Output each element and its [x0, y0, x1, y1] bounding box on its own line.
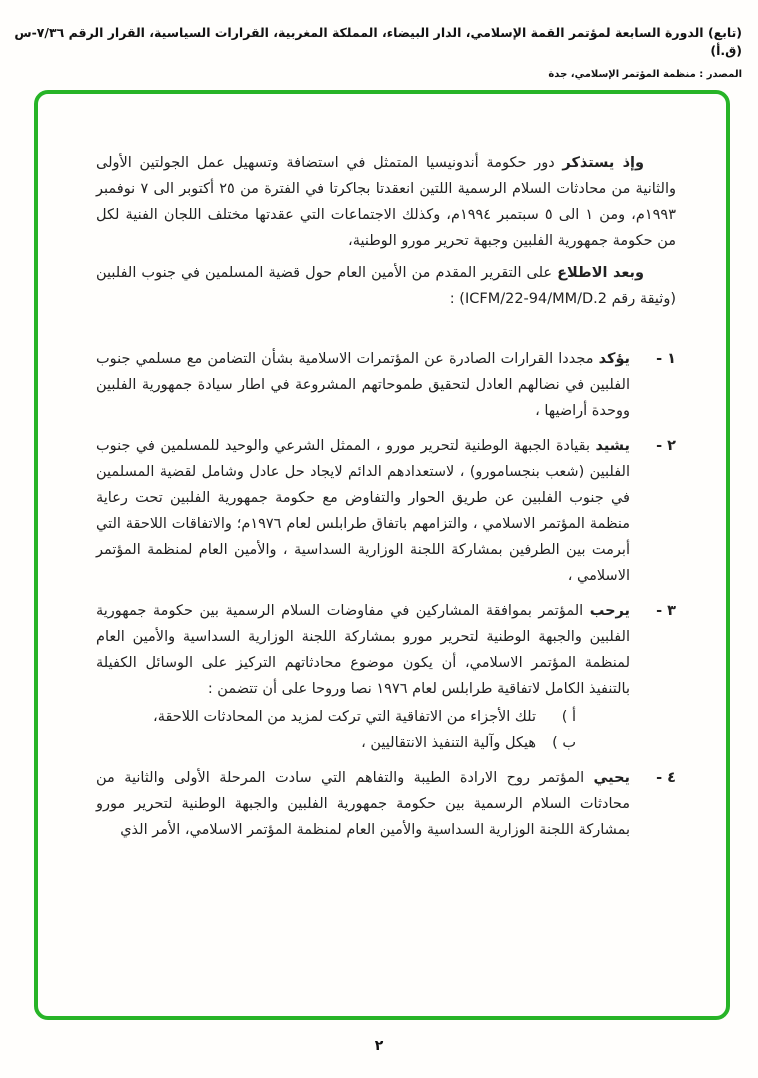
preamble-2-text: على التقرير المقدم من الأمين العام حول قضية المسلمين في جنوب الفلبين (وثيقة رقم ICFM/22-94/MM/D.2) :	[96, 265, 676, 307]
preamble-1-lead: وإذ يستذكر	[562, 155, 644, 171]
subitem-a	[96, 704, 576, 730]
resolution-item-1	[96, 346, 676, 424]
resolution-items	[96, 346, 676, 843]
item-3-body-text: المؤتمر بموافقة المشاركين في مفاوضات السلام الرسمية بين حكومة جمهورية الفلبين والجبهة الوطنية لتحرير مورو بمشاركة اللجنة الوزارية السداسية والأمين العام لمنظمة المؤتمر الاسلامي، أن يكون موضوع محادثاتهم التركيز على الوسائل الكفيلة بالتنفيذ الكامل لاتفاقية طرابلس لعام ١٩٧٦ نصا وروحا على أن تتضمن :	[96, 603, 630, 697]
resolution-item-2	[96, 433, 676, 589]
subitem-a-label: أ )	[561, 709, 576, 725]
item-4-text	[96, 765, 630, 843]
header-source-line: المصدر : منظمة المؤتمر الإسلامي، جدة	[548, 69, 742, 80]
item-1-number: ١ -	[656, 351, 676, 367]
preamble-2-lead: وبعد الاطلاع	[557, 265, 644, 281]
item-2-lead: يشيد	[595, 438, 630, 454]
resolution-item-4	[96, 765, 676, 843]
document-body	[38, 94, 726, 843]
content-border	[34, 90, 730, 1020]
item-3-number: ٣ -	[656, 603, 676, 619]
document-header	[0, 0, 758, 80]
preamble-paragraph-1	[96, 150, 676, 254]
item-4-number: ٤ -	[656, 770, 676, 786]
item-1-body-text: مجددا القرارات الصادرة عن المؤتمرات الاسلامية بشأن التضامن مع مسلمي جنوب الفلبين في نضالهم العادل لتحقيق طموحاتهم المشروعة في اطار سيادة جمهورية الفلبين ووحدة أراضيها ،	[96, 351, 630, 419]
item-3-subitems	[96, 704, 630, 756]
item-2-number: ٢ -	[656, 438, 676, 454]
subitem-b	[96, 730, 576, 756]
subitem-b-text: هيكل وآلية التنفيذ الانتقاليين ،	[361, 735, 536, 751]
item-4-body-text: المؤتمر روح الارادة الطيبة والتفاهم التي سادت المرحلة الأولى والثانية من محادثات السلام الرسمية بين حكومة جمهورية الفلبين والجبهة الوطنية لتحرير مورو بمشاركة اللجنة الوزارية السداسية والأمين العام لمنظمة المؤتمر الاسلامي، الأمر الذي	[96, 770, 630, 838]
item-4-lead: يحيي	[593, 770, 630, 786]
resolution-item-3	[96, 598, 676, 756]
item-1-lead: يؤكد	[598, 351, 630, 367]
subitem-b-label: ب )	[552, 735, 576, 751]
item-1-text	[96, 346, 630, 424]
item-3-lead: يرحب	[589, 603, 630, 619]
preamble-paragraph-2	[96, 260, 676, 312]
preamble-1-text: دور حكومة أندونيسيا المتمثل في استضافة وتسهيل عمل الجولتين الأولى والثانية من محادثات السلام الرسمية اللتين انعقدتا بجاكرتا في الفترة من ٢٥ أكتوبر الى ٧ نوفمبر ١٩٩٣م، ومن ١ الى ٥ سبتمبر ١٩٩٤م، وكذلك الاجتماعات التي عقدتها مختلف اللجان الفنية لكل من حكومة جمهورية الفلبين وجبهة تحرير مورو الوطنية،	[96, 155, 676, 249]
subitem-a-text: تلك الأجزاء من الاتفاقية التي تركت لمزيد من المحادثات اللاحقة،	[153, 709, 536, 725]
item-2-body-text: بقيادة الجبهة الوطنية لتحرير مورو ، الممثل الشرعي والوحيد للمسلمين في جنوب الفلبين (شعب بنجسامورو) ، لاستعدادهم الدائم لايجاد حل عادل وشامل لقضية المسلمين في جنوب الفلبين عن طريق الحوار والتفاوض مع حكومة جمهورية الفلبين تحت رعاية منظمة المؤتمر الاسلامي ، والتزامهم باتفاق طرابلس لعام ١٩٧٦م؛ والاتفاقات اللاحقة التي أبرمت بين الطرفين بمشاركة اللجنة الوزارية السداسية ، والأمين العام لمنظمة المؤتمر الاسلامي ،	[96, 438, 630, 584]
item-2-text	[96, 433, 630, 589]
page-number: ٢	[374, 1038, 384, 1054]
item-3-text	[96, 598, 630, 756]
header-title: (تابع) الدورة السابعة لمؤتمر القمة الإسلامي، الدار البيضاء، المملكة المغربية، القرارات السياسية، القرار الرقم ٧/٣٦-س (ق.أ)	[14, 25, 742, 58]
